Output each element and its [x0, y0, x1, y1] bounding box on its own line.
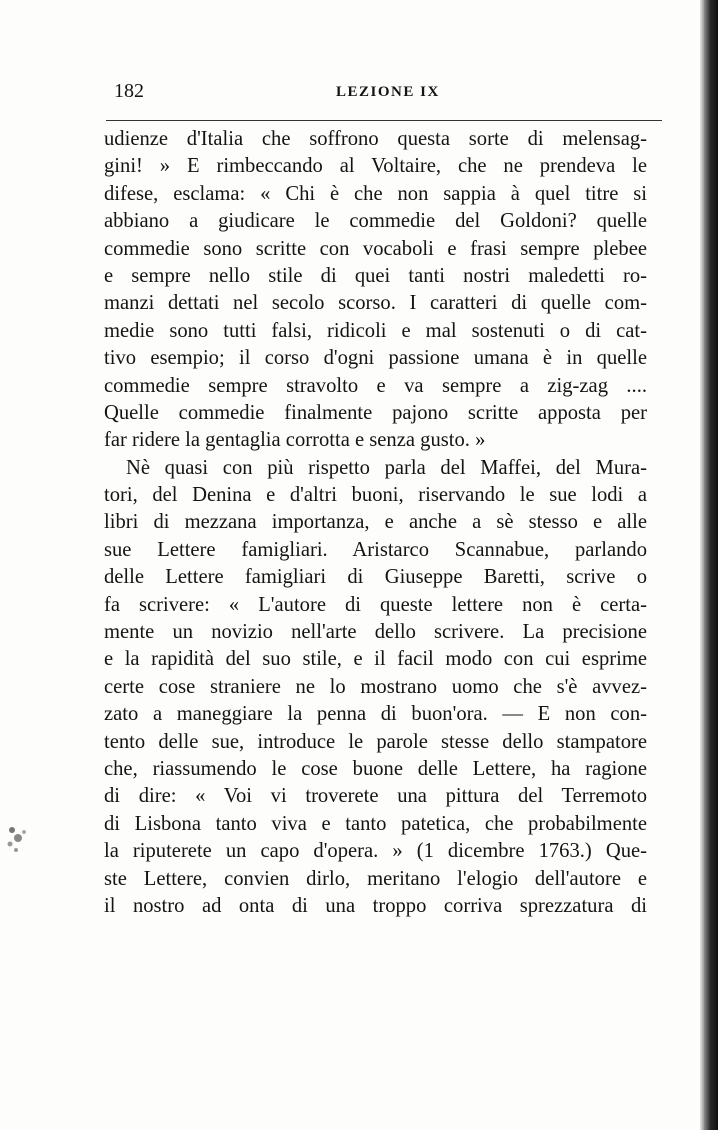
text-line: delle Lettere famigliari di Giuseppe Baretti, scrive o: [104, 566, 647, 589]
text-line: abbiano a giudicare le commedie del Goldoni? quelle: [104, 210, 647, 233]
text-line: gini! » E rimbeccando al Voltaire, che ne prendeva le: [104, 155, 647, 178]
text-line: difese, esclama: « Chi è che non sappia à quel titre si: [104, 182, 647, 205]
text-line: che, riassumendo le cose buone delle Lettere, ha ragione: [104, 757, 647, 780]
text-line: medie sono tutti falsi, ridicoli e mal sostenuti o di cat-: [104, 319, 647, 342]
text-line: udienze d'Italia che soffrono questa sorte di melensag-: [104, 128, 647, 150]
page-header: [104, 78, 659, 106]
text-line: ste Lettere, convien dirlo, meritano l'elogio dell'autore e: [104, 867, 647, 890]
text-line: tori, del Denina e d'altri buoni, riservando le sue lodi a: [104, 484, 647, 507]
book-spine: [704, 0, 718, 1130]
text-line: commedie sempre stravolto e va sempre a zig-zag ....: [104, 374, 647, 397]
text-line: libri di mezzana importanza, e anche a sè stesso e alle: [104, 511, 647, 534]
text-line: Nè quasi con più rispetto parla del Maffei, del Mura-: [126, 456, 647, 479]
text-line: fa scrivere: « L'autore di queste lettere non è certa-: [104, 593, 647, 616]
text-line: commedie sono scritte con vocaboli e frasi sempre plebee: [104, 237, 647, 260]
text-line: il nostro ad onta di una troppo corriva sprezzatura di: [104, 894, 647, 917]
body-text: [104, 126, 647, 920]
text-line: di Lisbona tanto viva e tanto patetica, che probabilmente: [104, 812, 647, 835]
text-line: e sempre nello stile di quei tanti nostri maledetti ro-: [104, 264, 647, 287]
page-number: 182: [114, 80, 144, 102]
ink-smudge: [2, 818, 36, 862]
text-line: mente un novizio nell'arte dello scrivere. La precisione: [104, 621, 647, 644]
text-line: e la rapidità del suo stile, e il facil modo con cui esprime: [104, 648, 647, 671]
text-line: certe cose straniere ne lo mostrano uomo che s'è avvez-: [104, 675, 647, 698]
text-line: di dire: « Voi vi troverete una pittura del Terremoto: [104, 785, 647, 808]
text-line: tivo esempio; il corso d'ogni passione umana è in quelle: [104, 347, 647, 370]
running-title: LEZIONE IX: [336, 84, 440, 100]
text-line: la riputerete un capo d'opera. » (1 dicembre 1763.) Que-: [104, 840, 647, 863]
text-line: manzi dettati nel secolo scorso. I caratteri di quelle com-: [104, 292, 647, 315]
text-line: far ridere la gentaglia corrotta e senza gusto. »: [104, 429, 486, 452]
header-rule: [106, 120, 662, 121]
text-line: sue Lettere famigliari. Aristarco Scannabue, parlando: [104, 538, 647, 561]
text-line: zato a maneggiare la penna di buon'ora. — E non con-: [104, 703, 647, 726]
text-line: tento delle sue, introduce le parole stesse dello stampatore: [104, 730, 647, 753]
text-line: Quelle commedie finalmente pajono scritte apposta per: [104, 401, 647, 424]
